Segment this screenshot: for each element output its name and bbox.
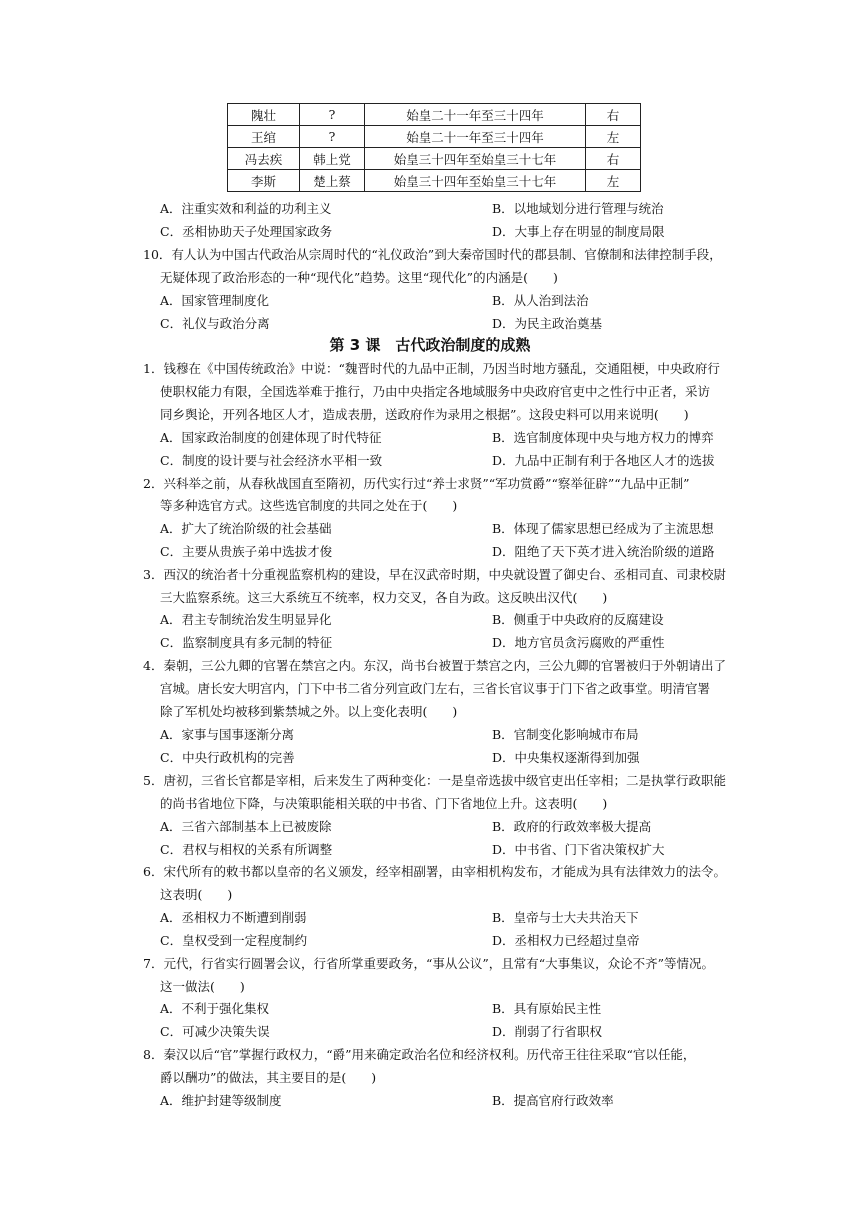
q1-option-b: B．选官制度体现中央与地方权力的博弈 (492, 430, 714, 445)
table-row (228, 104, 641, 126)
q7-option-c: C．可减少决策失误 (160, 1024, 270, 1039)
q7-option-a: A．不利于强化集权 (160, 1001, 270, 1016)
table-cell: 右 (586, 148, 641, 170)
table-cell: 始皇二十一年至三十四年 (365, 126, 586, 148)
q1-option-a: A．国家政治制度的创建体现了时代特征 (160, 430, 382, 445)
q2-option-b: B．体现了儒家思想已经成为了主流思想 (492, 521, 714, 536)
q2-option-d: D．阻绝了天下英才进入统治阶级的道路 (492, 544, 715, 559)
q1-stem-line1: 1．钱穆在《中国传统政治》中说：“魏晋时代的九品中正制，乃因当时地方骚乱，交通阻梗，中央政府行 (143, 361, 720, 376)
q9-option-a: A．注重实效和利益的功利主义 (160, 201, 332, 216)
q2-stem-line1: 2．兴科举之前，从春秋战国直至隋初，历代实行过“养士求贤”“军功赏爵”“察举征辟”“九品中正制” (143, 476, 690, 491)
table-cell: 王绾 (228, 126, 300, 148)
q8-stem-line2: 爵以酬功”的做法，其主要目的是( ) (160, 1070, 377, 1085)
q9-option-b: B．以地域划分进行管理与统治 (492, 201, 664, 216)
q4-stem-line2: 宫城。唐长安大明宫内，门下中书二省分列宣政门左右，三省长官议事于门下省之政事堂。明清官署 (160, 681, 711, 696)
table-cell: 冯去疾 (228, 148, 300, 170)
q1-stem-line3: 同乡舆论，开列各地区人才，造成表册，送政府作为录用之根据”。这段史料可以用来说明( ) (160, 407, 689, 422)
q4-option-c: C．中央行政机构的完善 (160, 750, 295, 765)
table-row (228, 148, 641, 170)
q7-stem-line2: 这一做法( ) (160, 979, 245, 994)
q5-option-c: C．君权与相权的关系有所调整 (160, 842, 333, 857)
q7-option-b: B．具有原始民主性 (492, 1001, 602, 1016)
q10-stem-line1: 10．有人认为中国古代政治从宗周时代的“礼仪政治”到大秦帝国时代的郡县制、官僚制和法律控制手段， (143, 247, 722, 262)
q8-option-a: A．维护封建等级制度 (160, 1093, 282, 1108)
q3-option-d: D．地方官员贪污腐败的严重性 (492, 635, 665, 650)
q4-stem-line1: 4．秦朝，三公九卿的官署在禁宫之内。东汉，尚书台被置于禁宫之内，三公九卿的官署被归于外朝请出了 (143, 658, 726, 673)
q10-option-c: C．礼仪与政治分离 (160, 316, 270, 331)
q5-option-a: A．三省六部制基本上已被废除 (160, 819, 332, 834)
table-cell: 右 (586, 104, 641, 126)
q3-stem-line2: 三大监察系统。这三大系统互不统率，权力交叉，各自为政。这反映出汉代( ) (160, 590, 608, 605)
table-row (228, 126, 641, 148)
q3-option-c: C．监察制度具有多元制的特征 (160, 635, 333, 650)
table-cell: 始皇三十四年至始皇三十七年 (365, 148, 586, 170)
table-cell: 始皇三十四年至始皇三十七年 (365, 170, 586, 192)
q4-option-d: D．中央集权逐渐得到加强 (492, 750, 640, 765)
q6-option-d: D．丞相权力已经超过皇帝 (492, 933, 640, 948)
q6-stem-line2: 这表明( ) (160, 887, 233, 902)
q6-stem-line1: 6．宋代所有的敕书都以皇帝的名义颁发，经宰相副署，由宰相机构发布，才能成为具有法律效力的法令。 (143, 864, 726, 879)
lesson-title: 第 3 课 古代政治制度的成熟 (329, 336, 531, 354)
q6-option-a: A．丞相权力不断遭到削弱 (160, 910, 307, 925)
q3-stem-line1: 3．西汉的统治者十分重视监察机构的建设，早在汉武帝时期，中央就设置了御史台、丞相司直、司隶校尉 (143, 567, 726, 582)
table-cell: 始皇二十一年至三十四年 (365, 104, 586, 126)
q9-option-d: D．大事上存在明显的制度局限 (492, 224, 665, 239)
table-cell: 楚上蔡 (300, 170, 365, 192)
table-cell: ? (300, 104, 365, 126)
table-row (228, 170, 641, 192)
table-cell: 李斯 (228, 170, 300, 192)
q6-option-b: B．皇帝与士大夫共治天下 (492, 910, 639, 925)
officials-table (227, 103, 641, 192)
q5-option-b: B．政府的行政效率极大提高 (492, 819, 652, 834)
q7-option-d: D．削弱了行省职权 (492, 1024, 603, 1039)
q3-option-b: B．侧重于中央政府的反腐建设 (492, 612, 664, 627)
table-cell: ? (300, 126, 365, 148)
q5-stem-line1: 5．唐初，三省长官都是宰相，后来发生了两种变化：一是皇帝选拔中级官吏出任宰相；二是执掌行政职能 (143, 773, 726, 788)
q4-option-b: B．官制变化影响城市布局 (492, 727, 639, 742)
table-cell: 左 (586, 126, 641, 148)
table-cell: 隗壮 (228, 104, 300, 126)
q3-option-a: A．君主专制统治发生明显异化 (160, 612, 332, 627)
q8-option-b: B．提高官府行政效率 (492, 1093, 614, 1108)
q1-stem-line2: 使职权能力有限，全国选举难于推行，乃由中央指定各地域服务中央政府官吏中之性行中正者，采访 (160, 384, 711, 399)
q2-stem-line2: 等多种选官方式。这些选官制度的共同之处在于( ) (160, 498, 458, 513)
q5-option-d: D．中书省、门下省决策权扩大 (492, 842, 665, 857)
q8-stem-line1: 8．秦汉以后“官”掌握行政权力，“爵”用来确定政治名位和经济权利。历代帝王往往采取“官以任能， (143, 1047, 696, 1062)
q1-option-c: C．制度的设计要与社会经济水平相一致 (160, 453, 383, 468)
q5-stem-line2: 的尚书省地位下降，与决策职能相关联的中书省、门下省地位上升。这表明( ) (160, 796, 608, 811)
q1-option-d: D．九品中正制有利于各地区人才的选拔 (492, 453, 715, 468)
table-cell: 韩上党 (300, 148, 365, 170)
q10-option-d: D．为民主政治奠基 (492, 316, 603, 331)
q10-option-a: A．国家管理制度化 (160, 293, 270, 308)
q2-option-a: A．扩大了统治阶级的社会基础 (160, 521, 332, 536)
q2-option-c: C．主要从贵族子弟中选拔才俊 (160, 544, 333, 559)
q10-option-b: B．从人治到法治 (492, 293, 589, 308)
q9-option-c: C．丞相协助天子处理国家政务 (160, 224, 333, 239)
q7-stem-line1: 7．元代，行省实行圆署会议，行省所掌重要政务，“事从公议”，且常有“大事集议，众论不齐”等情况。 (143, 956, 715, 971)
q4-stem-line3: 除了军机处均被移到紫禁城之外。以上变化表明( ) (160, 704, 458, 719)
q4-option-a: A．家事与国事逐渐分离 (160, 727, 295, 742)
q6-option-c: C．皇权受到一定程度制约 (160, 933, 308, 948)
q10-stem-line2: 无疑体现了政治形态的一种“现代化”趋势。这里“现代化”的内涵是( ) (160, 270, 558, 285)
table-cell: 左 (586, 170, 641, 192)
